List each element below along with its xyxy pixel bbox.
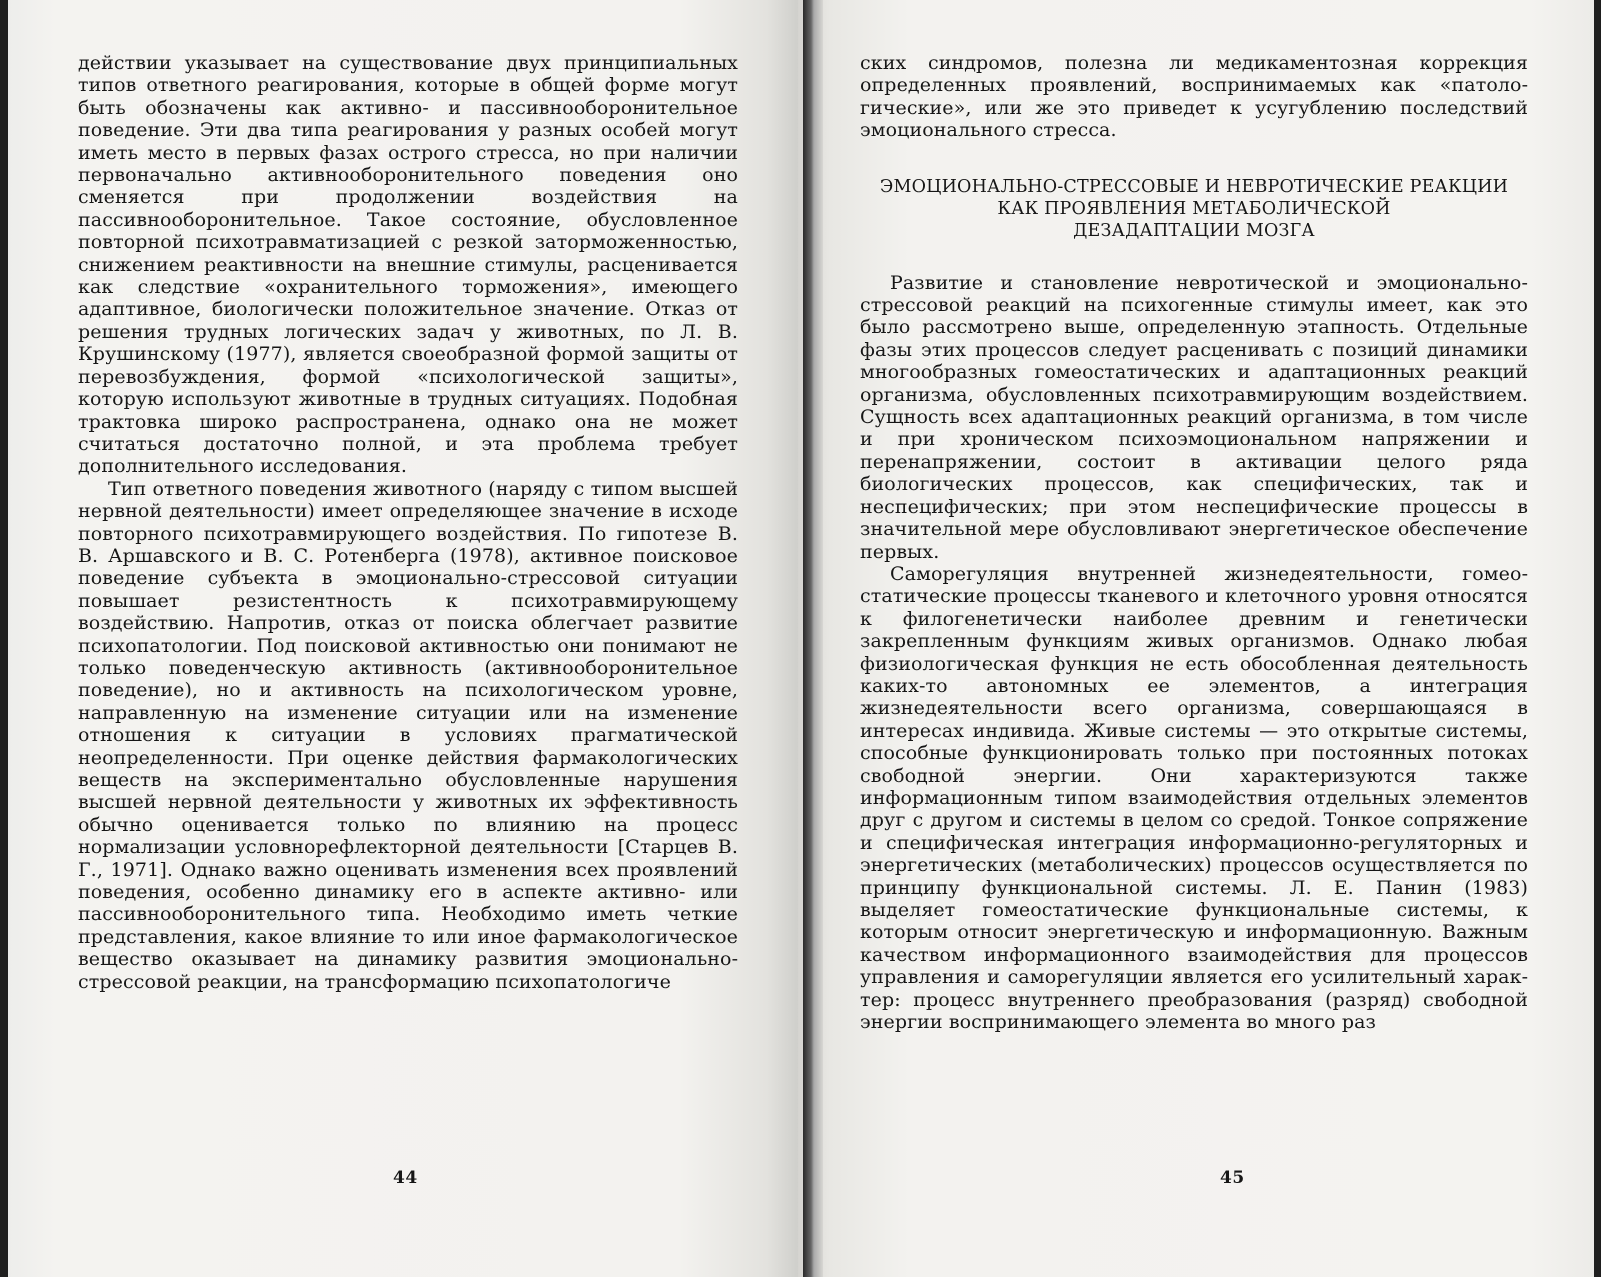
paragraph: ских синдромов, полезна ли медикаментозная коррекция определенных проявлений, воспринимаемых как «патологические», или же это приведет к усугублению последствий эмоционального стресса.	[860, 52, 1528, 142]
heading-line: КАК ПРОЯВЛЕНИЯ МЕТАБОЛИЧЕСКОЙ	[997, 198, 1391, 219]
paragraph: действии указывает на существование двух принципиальных типов ответного реагирования, которые в общей форме могут быть обозначены как активно- и пассивнооборонительное поведение. Эти два типа реагирования у разных особей могут иметь место в первых фазах острого стресса, но при наличии первоначально активнооборонительного поведения оно сменяется при продолжении воздействия на пассивнооборонительное. Такое состояние, обусловленное повторной психотравматизацией с резкой заторможенностью, снижением реактивности на внешние стимулы, расценивается как следствие «охранительного торможения», имеющего адаптивное, биологически положительное значение. Отказ от решения трудных логических задач у животных, по Л. В. Крушинскому (1977), является своеобразной формой защиты от перевозбуждения, формой «психологической защиты», которую используют животные в трудных ситуациях. Подобная трактовка широко распространена, однако она не может считаться достаточно полной, и эта проблема требует дополнительного исследования.	[78, 52, 738, 478]
heading-line: ДЕЗАДАПТАЦИИ МОЗГА	[1073, 220, 1315, 241]
page-number-right: 45	[1220, 1168, 1245, 1188]
book-gutter	[803, 0, 823, 1277]
left-page	[8, 0, 798, 1277]
section-heading	[860, 176, 1528, 242]
left-page-text	[78, 52, 738, 993]
book-spread	[8, 0, 1594, 1277]
page-number-left: 44	[393, 1168, 418, 1188]
heading-line: ЭМОЦИОНАЛЬНО-СТРЕССОВЫЕ И НЕВРОТИЧЕСКИЕ РЕАКЦИИ	[879, 176, 1509, 197]
paragraph: Саморегуляция внутренней жизнедеятельности, гомеостатические процессы тканевого и клеточного уровня относятся к филогенетически наиболее древним и генетически закрепленным функциям живых организмов. Однако любая физиологическая функция не есть обособленная деятельность каких-то автономных ее элементов, а интеграция жизнедеятельности всего организма, совершающаяся в интересах индивида. Живые системы — это открытые системы, способные функционировать только при постоянных потоках свободной энергии. Они характеризуются также информационным типом взаимодействия отдельных элементов друг с другом и системы в целом со средой. Тонкое сопряжение и специфическая интеграция информационно-регуляторных и энергетических (метаболических) процессов осуществляется по принципу функциональной системы. Л. Е. Панин (1983) выделяет гомеостатические функциональные системы, к которым относит энергетическую и информационную. Важным качеством информационного взаимодействия для процессов управления и саморегуляции является его усилительный характер: процесс внутреннего преобразования (разряд) свободной энергии воспринимающего элемента во много раз	[860, 562, 1528, 1034]
right-page	[798, 0, 1594, 1277]
paragraph: Тип ответного поведения животного (наряду с типом высшей нервной деятельности) имеет определяющее значение в исходе повторного психотравмирующего воздействия. По гипотезе В. В. Аршавского и В. С. Ротенберга (1978), активное поисковое поведение субъекта в эмоционально-стрессовой ситуации повышает резистентность к психотравмирующему воздействию. Напротив, отказ от поиска облегчает развитие психопатологии. Под поисковой активностью они понимают не только поведенческую активность (активнооборонительное поведение), но и активность на психологическом уровне, направленную на изменение ситуации или на изменение отношения к ситуации в условиях прагматической неопределенности. При оценке действия фармакологических веществ на экспериментально обусловленные нарушения высшей нервной деятельности у животных их эффективность обычно оценивается только по влиянию на процесс нормализации условнорефлекторной деятельности [Старцев В. Г., 1971]. Однако важно оценивать изменения всех проявлений поведения, особенно динамику его в аспекте активно- или пассивнооборонительного типа. Необходимо иметь четкие представления, какое влияние то или иное фармакологическое вещество оказывает на динамику развития эмоциональнострессовой реакции, на трансформацию психопатологиче	[78, 477, 738, 993]
right-page-text	[860, 52, 1528, 1033]
paragraph: Развитие и становление невротической и эмоционально-стрессовой реакций на психогенные стимулы имеет, как это было рассмотрено выше, определенную этапность. Отдельные фазы этих процессов следует расценивать с позиций динамики многообразных гомеостатических и адаптационных реакций организма, обусловленных психотравмирующим воздействием. Сущность всех адаптационных реакций организма, в том числе и при хроническом психоэмоциональном напряжении и перенапряжении, состоит в активации целого ряда биологических процессов, как специфических, так и неспецифических; при этом неспецифические процессы в значительной мере обусловливают энергетическое обеспечение первых.	[860, 271, 1528, 563]
